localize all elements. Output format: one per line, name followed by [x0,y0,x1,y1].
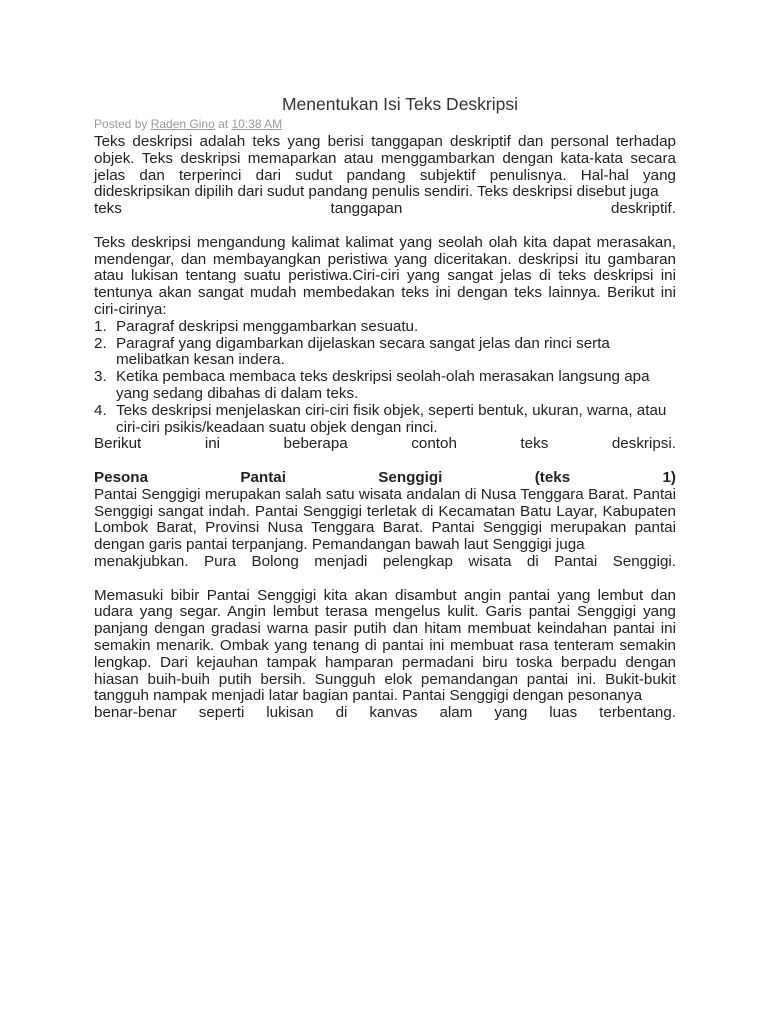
document-page [94,92,676,722]
list-item-number: 2. [94,334,107,352]
list-item-text: Paragraf deskripsi menggambarkan sesuatu. [116,317,419,335]
list-item [94,336,676,370]
paragraph-1-body: Teks deskripsi adalah teks yang berisi tanggapan deskriptif dan personal terhadap objek. Teks deskripsi memaparkan atau menggambarkan dengan kata-kata secara jelas dan terperinci dari sudut pandang subjektif penulisnya. Hal-hal yang dideskripsikan dipilih dari sudut pandang penulis sendiri. Teks deskripsi disebut juga [94,133,676,201]
posted-by-label: Posted by [94,117,148,131]
paragraph-4-last-line: benar-benar seperti lukisan di kanvas alam yang luas terbentang. [94,704,676,722]
at-label: at [218,117,229,131]
paragraph-4-body: Memasuki bibir Pantai Senggigi kita akan disambut angin pantai yang lembut dan udara yang segar. Angin lembut terasa mengelus kulit. Garis pantai Senggigi yang panjang dengan gradasi warna pasir putih dan hitam membuat keindahan pantai ini semakin menarik. Ombak yang tenang di pantai ini membuat rasa tenteram semakin lengkap. Dari kejauhan tampak hamparan permadani biru toska berpadu dengan hiasan buih-buih putih bersih. Sungguh elok pemandangan pantai ini. Bukit-bukit tangguh nampak menjadi latar bagian pantai. Pantai Senggigi dengan pesonanya [94,586,676,705]
example-heading: Pesona Pantai Senggigi (teks 1) [94,468,676,486]
paragraph-1-last-line: teks tanggapan deskriptif. [94,200,676,218]
list-item-text: Teks deskripsi menjelaskan ciri-ciri fisik objek, seperti bentuk, ukuran, warna, atau ciri-ciri psikis/keadaan suatu objek dengan rinci. [116,401,667,436]
page-title: Menentukan Isi Teks Deskripsi [281,94,519,114]
paragraph-1 [94,134,676,218]
list-item-number: 3. [94,368,107,386]
list-item [94,369,676,403]
list-item-number: 1. [94,317,107,335]
list-item [94,403,676,437]
paragraph-2: Teks deskripsi mengandung kalimat kalimat yang seolah olah kita dapat merasakan, mendengar, dan membayangkan peristiwa yang diceritakan. deskripsi itu gambaran atau lukisan tentang suatu peristiwa.Ciri-ciri yang sangat jelas di teks deskripsi ini tentunya akan sangat mudah membedakan teks ini dengan teks lainnya. Berikut ini ciri-cirinya: [94,233,676,318]
post-meta [94,116,676,132]
author-link[interactable]: Raden Gino [150,117,215,131]
paragraph-3-body: Pantai Senggigi merupakan salah satu wisata andalan di Nusa Tenggara Barat. Pantai Senggigi sangat indah. Pantai Senggigi terletak di Kecamatan Batu Layar, Kabupaten Lombok Barat, Provinsi Nusa Tenggara Barat. Pantai Senggigi merupakan pantai dengan garis pantai terpanjang. Pemandangan bawah laut Senggigi juga [94,485,676,554]
list-item [94,319,676,336]
list-item-number: 4. [94,401,107,419]
paragraph-3 [94,487,676,571]
paragraph-4 [94,588,676,722]
paragraph-3-last-line: menakjubkan. Pura Bolong menjadi pelengkap wisata di Pantai Senggigi. [94,552,676,570]
list-item-text: Paragraf yang digambarkan dijelaskan secara sangat jelas dan rinci serta melibatkan kesan indera. [116,334,610,369]
time-link[interactable]: 10:38 AM [231,117,283,131]
list-item-text: Ketika pembaca membaca teks deskripsi seolah-olah merasakan langsung apa yang sedang dibahas di dalam teks. [116,368,650,402]
examples-intro: Berikut ini beberapa contoh teks deskripsi. [94,435,676,453]
characteristics-list [94,319,676,437]
